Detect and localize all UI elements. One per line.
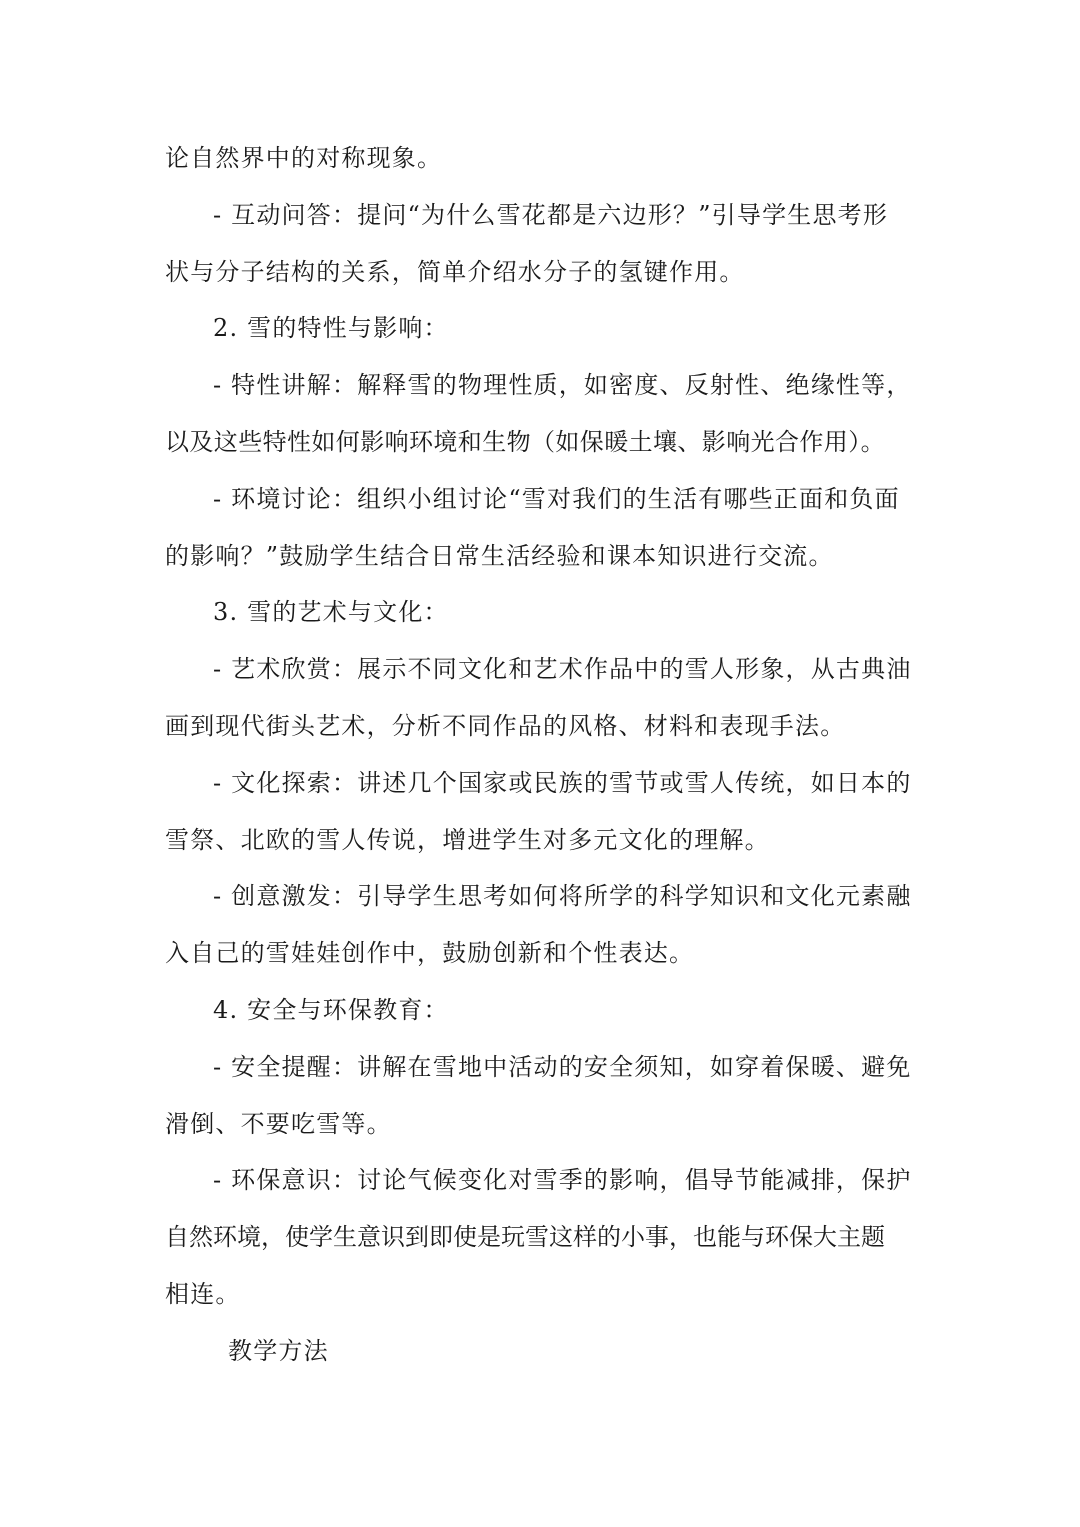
bullet-line: - 艺术欣赏：展示不同文化和艺术作品中的雪人形象，从古典油 xyxy=(213,655,912,684)
bullet-line: - 环保意识：讨论气候变化对雪季的影响，倡导节能减排，保护 xyxy=(213,1166,912,1195)
paragraph-line: 画到现代街头艺术，分析不同作品的风格、材料和表现手法。 xyxy=(165,711,846,740)
bullet-line: - 互动问答：提问“为什么雪花都是六边形？”引导学生思考形 xyxy=(213,200,889,229)
bullet-line: - 文化探索：讲述几个国家或民族的雪节或雪人传统，如日本的 xyxy=(213,768,912,797)
paragraph-line: 滑倒、不要吃雪等。 xyxy=(165,1109,392,1138)
paragraph-line: 状与分子结构的关系，简单介绍水分子的氢键作用。 xyxy=(165,257,745,286)
section-heading: 3. 雪的艺术与文化： xyxy=(213,598,449,627)
paragraph-line: 以及这些特性如何影响环境和生物（如保暖土壤、影响光合作用）。 xyxy=(165,427,885,456)
document-page xyxy=(165,130,920,1380)
paragraph-line: 雪祭、北欧的雪人传说，增进学生对多元文化的理解。 xyxy=(165,825,770,854)
bullet-line: - 创意激发：引导学生思考如何将所学的科学知识和文化元素融 xyxy=(213,882,912,911)
section-title: 教学方法 xyxy=(228,1336,329,1365)
paragraph-line: 自然环境，使学生意识到即使是玩雪这样的小事，也能与环保大主题 xyxy=(165,1223,885,1252)
bullet-line: - 安全提醒：讲解在雪地中活动的安全须知，如穿着保暖、避免 xyxy=(213,1052,912,1081)
bullet-line: - 环境讨论：组织小组讨论“雪对我们的生活有哪些正面和负面 xyxy=(213,484,900,513)
paragraph-line: 论自然界中的对称现象。 xyxy=(165,144,443,172)
paragraph-line: 相连。 xyxy=(165,1279,241,1308)
section-heading: 4. 安全与环保教育： xyxy=(213,995,449,1024)
paragraph-line: 的影响？”鼓励学生结合日常生活经验和课本知识进行交流。 xyxy=(165,541,834,570)
bullet-line: - 特性讲解：解释雪的物理性质，如密度、反射性、绝缘性等， xyxy=(213,371,912,400)
section-heading: 2. 雪的特性与影响： xyxy=(213,314,449,343)
paragraph-line: 入自己的雪娃娃创作中，鼓励创新和个性表达。 xyxy=(165,939,695,968)
